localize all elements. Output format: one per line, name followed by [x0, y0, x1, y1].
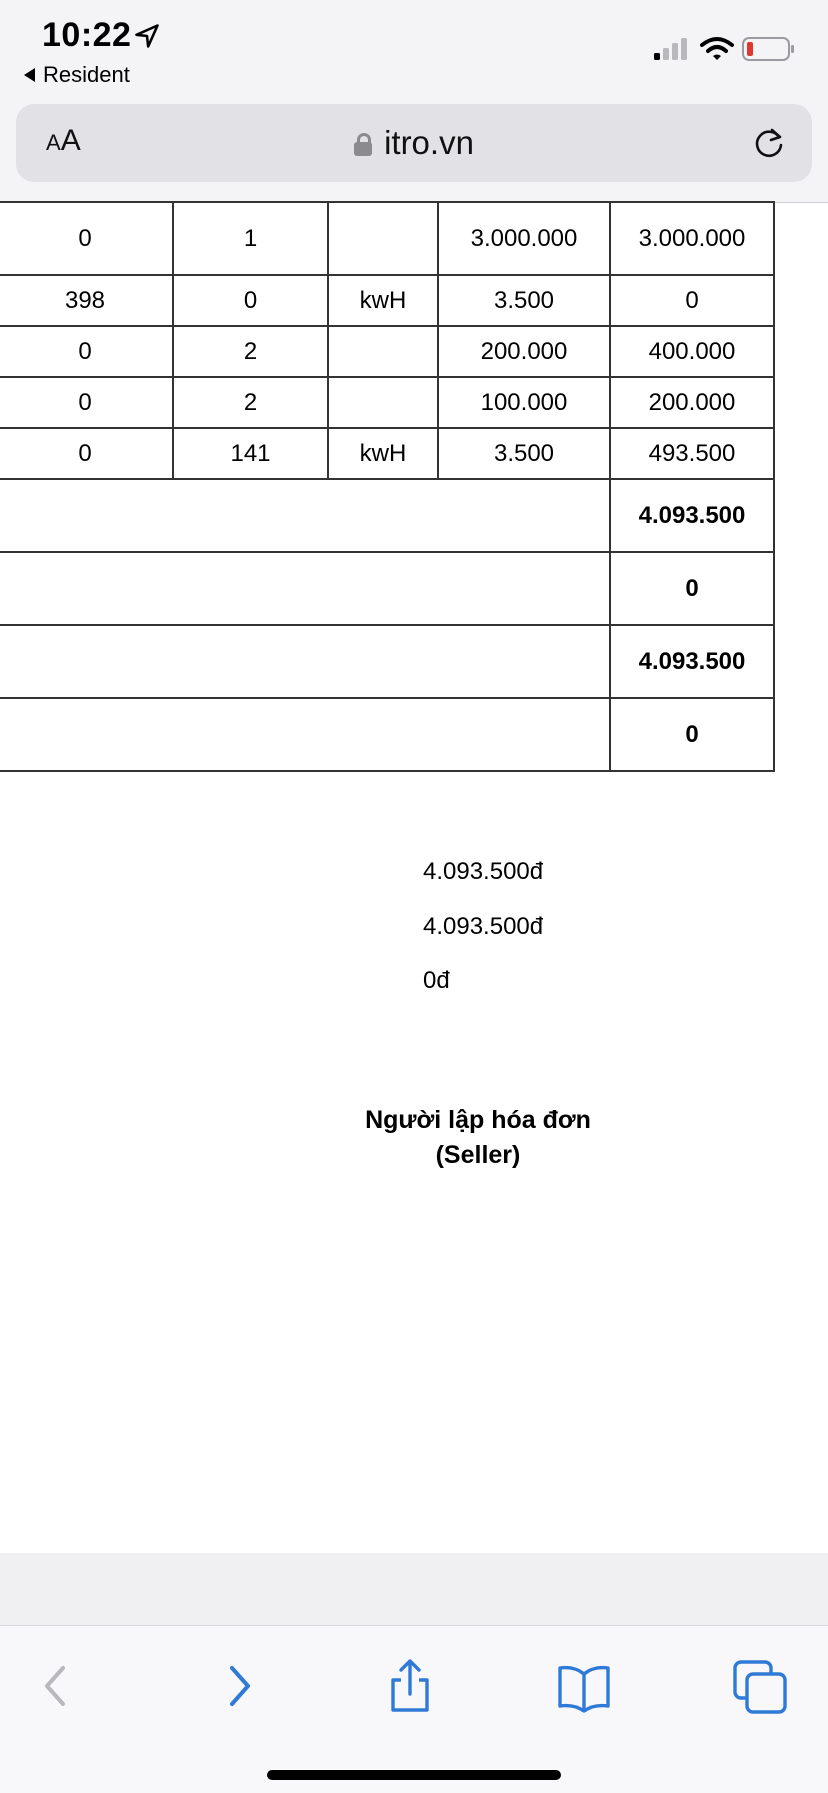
- table-cell: kwH: [328, 428, 438, 479]
- table-cell: 2: [173, 377, 328, 428]
- table-row: [0, 275, 774, 326]
- back-triangle-icon: [24, 68, 35, 82]
- table-cell: 0: [0, 428, 173, 479]
- table-cell: 200.000: [438, 326, 610, 377]
- cellular-signal-icon: [652, 36, 692, 62]
- table-cell: 2: [173, 326, 328, 377]
- wifi-icon: [700, 36, 734, 62]
- table-cell: 493.500: [610, 428, 774, 479]
- table-row: [0, 202, 774, 275]
- seller-title: Người lập hóa đơn: [365, 1106, 591, 1134]
- total-row: [0, 625, 774, 698]
- url-field[interactable]: [16, 124, 812, 162]
- table-cell: 398: [0, 275, 173, 326]
- text-size-button[interactable]: AA: [46, 124, 81, 157]
- table-cell: [328, 202, 438, 275]
- total-row: [0, 552, 774, 625]
- back-to-app-link[interactable]: [24, 62, 130, 88]
- total-value-cell: 0: [610, 552, 774, 625]
- table-cell: 0: [610, 275, 774, 326]
- lock-icon: [354, 133, 372, 155]
- total-label-cell: [0, 552, 610, 625]
- table-cell: kwH: [328, 275, 438, 326]
- total-label-cell: [0, 698, 610, 771]
- total-row: [0, 479, 774, 552]
- address-bar[interactable]: [16, 104, 812, 182]
- total-value-cell: 4.093.500: [610, 479, 774, 552]
- table-cell: 3.500: [438, 428, 610, 479]
- table-cell: [328, 326, 438, 377]
- table-cell: 400.000: [610, 326, 774, 377]
- home-indicator: [267, 1770, 561, 1780]
- table-cell: 200.000: [610, 377, 774, 428]
- forward-icon[interactable]: [208, 1656, 268, 1716]
- table-cell: [328, 377, 438, 428]
- summary-amount-2: 4.093.500đ: [423, 913, 544, 940]
- summary-amount-1: 4.093.500đ: [423, 858, 544, 885]
- table-cell: 0: [0, 377, 173, 428]
- tabs-icon[interactable]: [731, 1656, 791, 1716]
- table-row: [0, 326, 774, 377]
- total-value-cell: 4.093.500: [610, 625, 774, 698]
- reload-icon[interactable]: [752, 126, 786, 160]
- page-content: [0, 203, 828, 1553]
- url-text: itro.vn: [384, 124, 474, 161]
- back-icon[interactable]: [27, 1656, 87, 1716]
- battery-icon: [742, 37, 796, 61]
- total-label-cell: [0, 479, 610, 552]
- table-cell: 100.000: [438, 377, 610, 428]
- total-value-cell: 0: [610, 698, 774, 771]
- seller-subtitle: (Seller): [435, 1141, 521, 1169]
- total-label-cell: [0, 625, 610, 698]
- browser-address-area: [0, 100, 828, 203]
- table-cell: 3.000.000: [438, 202, 610, 275]
- total-row: [0, 698, 774, 771]
- table-row: [0, 377, 774, 428]
- bookmarks-icon[interactable]: [554, 1656, 614, 1716]
- status-bar: [0, 0, 828, 100]
- table-row: [0, 428, 774, 479]
- table-cell: 3.500: [438, 275, 610, 326]
- invoice-table: [0, 201, 775, 772]
- page-bottom-area: [0, 1553, 828, 1625]
- table-cell: 0: [173, 275, 328, 326]
- table-cell: 3.000.000: [610, 202, 774, 275]
- share-icon[interactable]: [380, 1656, 440, 1716]
- back-app-label: Resident: [43, 62, 130, 87]
- location-arrow-icon: [133, 22, 161, 50]
- table-cell: 0: [0, 202, 173, 275]
- table-cell: 141: [173, 428, 328, 479]
- table-cell: 1: [173, 202, 328, 275]
- status-time: 10:22: [42, 16, 132, 54]
- summary-amount-3: 0đ: [423, 967, 450, 994]
- browser-toolbar: [0, 1625, 828, 1793]
- table-cell: 0: [0, 326, 173, 377]
